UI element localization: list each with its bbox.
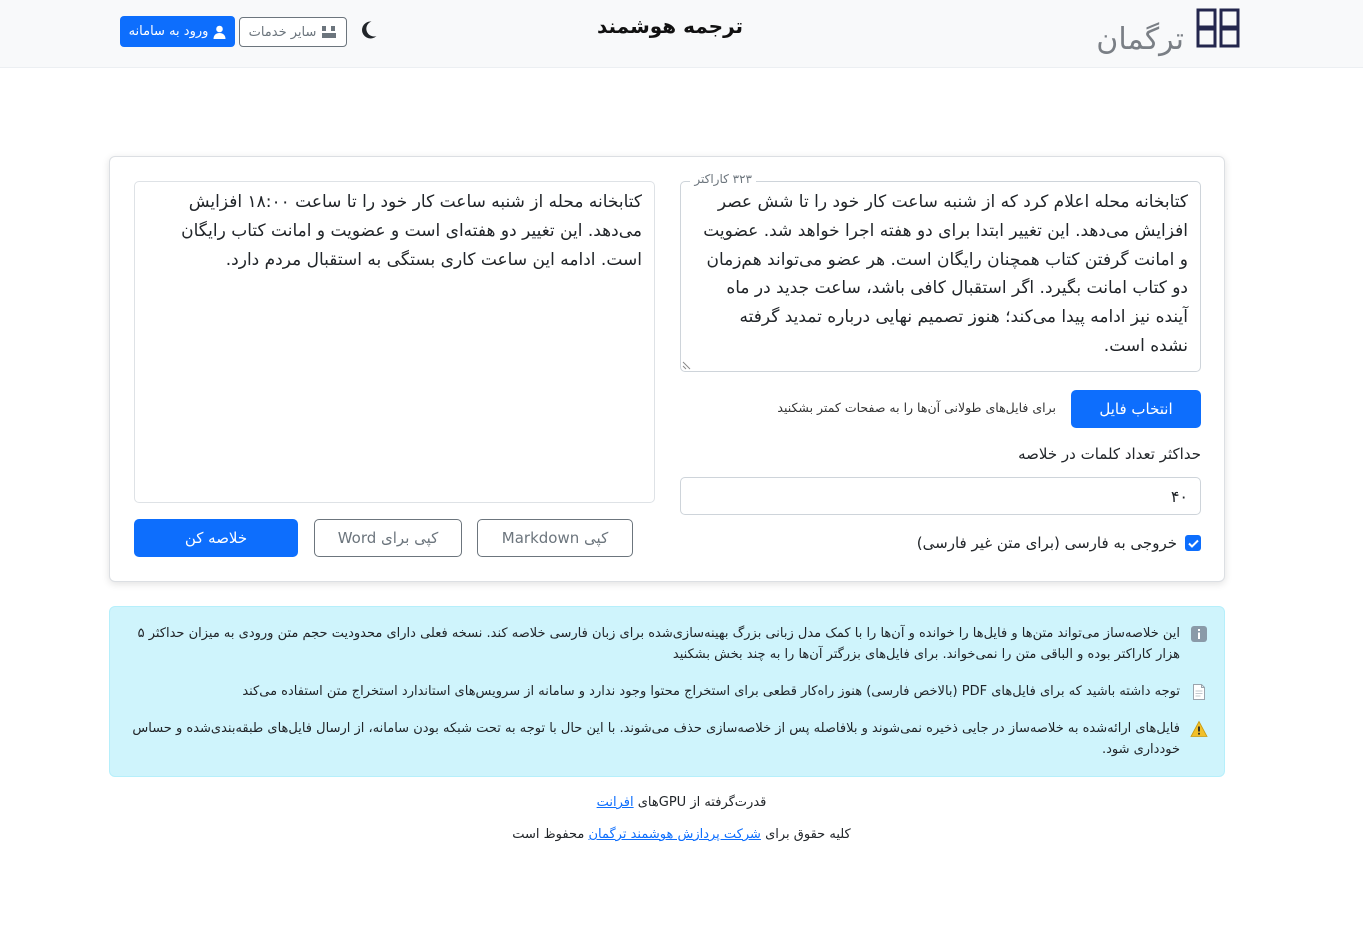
logo-mark-icon [1178,8,1242,48]
source-text[interactable]: کتابخانه محله اعلام کرد که از شنبه ساعت کار خود را تا شش عصر افزایش می‌دهد. این تغییر ابتدا برای دو هفته اجرا خواهد شد. عضویت و امانت گرفتن کتاب همچنان رایگان است. هر عضو می‌تواند هم‌زمان دو کتاب امانت بگیرد. اگر استقبال کافی باشد، ساعت جدید در ماه آینده نیز ادامه پیدا می‌کند؛ هنوز تصمیم نهایی درباره تمدید گرفته نشده است. [703,192,1188,356]
rights-suffix: محفوظ است [512,827,585,842]
login-button[interactable] [120,16,235,47]
notice-text: این خلاصه‌ساز می‌تواند متن‌ها و فایل‌ها را خوانده و آن‌ها را با کمک مدل زبانی بزرگ بهینه‌سازی‌شده برای زبان فارسی خلاصه کند. نسخه فعلی دارای محدودیت حجم متن ورودی به میزان حداکثر ۵ هزار کاراکتر بوده و الباقی متن را نمی‌خواند. برای فایل‌های بزرگتر آن‌ها را به چند بخش بشکنید [137,626,1180,662]
summary-output [134,181,655,503]
grid-icon [321,25,337,39]
moon-icon[interactable] [356,18,380,42]
farsi-output-option[interactable] [810,531,1201,555]
copyright [400,827,963,842]
info-alert [109,606,1225,777]
document-icon [1190,683,1208,701]
company-link[interactable]: شرکت پردازش هوشمند ترگمان [588,827,761,842]
choose-file-button[interactable]: انتخاب فایل [1071,390,1201,428]
copy-word-button[interactable]: کپی برای Word [314,519,462,557]
login-label: ورود به سامانه [128,24,209,39]
resize-grip-icon[interactable] [682,361,691,370]
other-services-label: سایر خدمات [248,24,317,40]
summary-text: کتابخانه محله از شنبه ساعت کار خود را تا ساعت ۱۸:۰۰ افزایش می‌دهد. این تغییر دو هفته‌ای است و عضویت و امانت کتاب رایگان است. ادامه این ساعت کاری بستگی به استقبال مردم دارد. [181,192,642,270]
brand-logo[interactable] [1096,8,1242,57]
page-title: ترجمه هوشمند [596,14,744,38]
top-navbar [0,0,1363,68]
notice-item [126,718,1208,760]
copy-markdown-button[interactable]: کپی Markdown [477,519,633,557]
notice-item [126,681,1208,702]
source-textarea[interactable] [680,172,1201,372]
user-icon [213,25,226,39]
notice-text: فایل‌های ارائه‌شده به خلاصه‌ساز در جایی ذخیره نمی‌شوند و بلافاصله پس از خلاصه‌سازی حذف می‌شوند. با این حال با توجه به تحت شبکه بودن سامانه، از ارسال فایل‌های طبقه‌بندی‌شده و حساس خودداری شود. [132,721,1180,757]
info-icon [1190,625,1208,643]
powered-by [400,795,963,810]
other-services-button[interactable] [239,17,347,47]
char-count: ۳۲۳ کاراکتر [690,172,756,186]
rights-prefix: کلیه حقوق برای [765,827,851,842]
check-icon [1188,539,1199,548]
logo-text: ترگمان [1096,22,1184,57]
file-hint: برای فایل‌های طولانی آن‌ها را به صفحات کمتر بشکنید [777,400,1056,415]
warning-icon [1190,720,1208,738]
farsi-output-label: خروجی به فارسی (برای متن غیر فارسی) [916,534,1177,552]
summarize-button[interactable]: خلاصه کن [134,519,298,557]
farsi-output-checkbox[interactable] [1185,535,1201,551]
max-words-input[interactable]: ۴۰ [680,477,1201,515]
notice-text: توجه داشته باشید که برای فایل‌های PDF (بالاخص فارسی) هنوز راه‌کار قطعی برای استخراج محتوا وجود ندارد و سامانه از سرویس‌های استاندارد استخراج متن استفاده می‌کند [242,684,1180,699]
summarizer-card [109,156,1225,582]
powered-prefix: قدرت‌گرفته از GPUهای [637,795,767,810]
afranet-link[interactable]: افرانت [596,795,634,810]
notice-item [126,623,1208,665]
max-words-label: حداکثر تعداد کلمات در خلاصه [1018,445,1201,463]
